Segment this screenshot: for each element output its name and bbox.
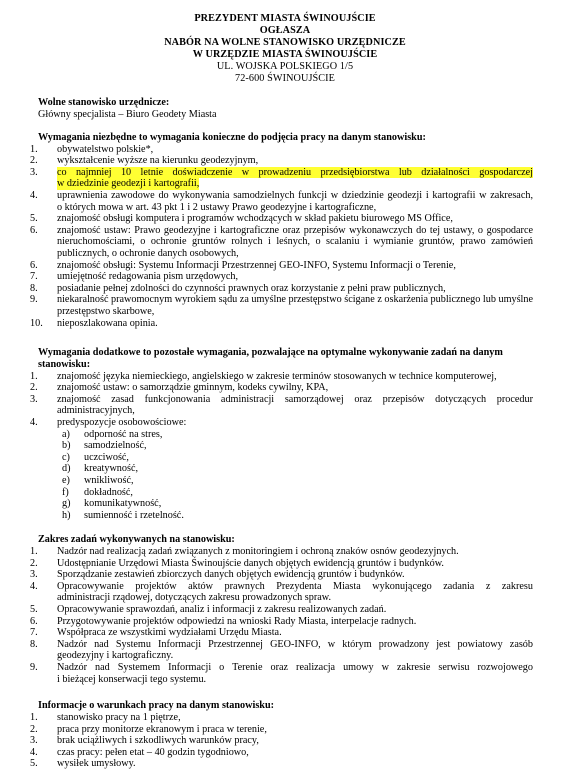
condition-item-text: czas pracy: pełen etat – 40 godzin tygodniowo,: [57, 746, 249, 758]
required-item-text: nieruchomościami, o ochronie gruntów rolnych i leśnych, o scalaniu i wymianie gruntów, prawo zamówień: [57, 236, 533, 248]
tasks-title: Zakres zadań wykonywanych na stanowisku:: [38, 534, 235, 545]
required-item-number: 5.: [30, 213, 38, 225]
required-title: Wymagania niezbędne to wymagania konieczne do podjęcia pracy na danym stanowisku:: [38, 132, 426, 143]
required-item-text: znajomość obsługi komputera i programów wchodzących w skład pakietu biurowego MS Office,: [57, 213, 453, 225]
trait-item-text: wnikliwość,: [84, 474, 134, 486]
additional-item-text: znajomość zasad funkcjonowania administracji samorządowej oraz przepisów dotyczących procedur: [57, 393, 533, 405]
required-item-text: znajomość obsługi: Systemu Informacji Przestrzennej GEO-INFO, Systemu Informacji o Terenie,: [57, 259, 456, 271]
task-item-number: 7.: [30, 627, 38, 639]
condition-item-number: 4.: [30, 746, 38, 758]
required-item-number: 2.: [30, 155, 38, 167]
required-item-text: obywatelstwo polskie*,: [57, 143, 154, 155]
required-item-number: 6.: [30, 259, 38, 271]
condition-item-text: stanowisko pracy na 1 piętrze,: [57, 712, 181, 723]
trait-item-letter: b): [62, 440, 71, 452]
header-line-2: OGŁASZA: [259, 25, 311, 36]
condition-item-number: 3.: [30, 735, 38, 747]
task-item-number: 9.: [30, 662, 38, 673]
additional-item-text: predyspozycje osobowościowe:: [57, 416, 187, 428]
required-item-number: 6.: [30, 224, 38, 236]
task-item-text: geodezyjny i kartograficzny.: [57, 650, 174, 662]
required-item-text: uprawnienia zawodowe do wykonywania samodzielnych funkcji w dziedzinie geodezji i kartografii w zakresach,: [57, 189, 533, 201]
required-item-number: 4.: [30, 189, 38, 201]
vacancy-value: Główny specjalista – Biuro Geodety Miasta: [38, 109, 217, 120]
required-item-number: 7.: [30, 271, 38, 283]
header-line-4: W URZĘDZIE MIASTA ŚWINOUJŚCIE: [192, 49, 378, 60]
required-item-number: 1.: [30, 143, 38, 155]
required-item-text: znajomość ustaw: Prawo geodezyjne i kartograficzne oraz przepisów wykonawczych do tej ustawy, o gospodarce: [57, 224, 533, 236]
conditions-title: Informacje o warunkach pracy na danym stanowisku:: [38, 700, 275, 711]
required-item-text: przestępstwo skarbowe,: [57, 305, 155, 317]
trait-item-letter: g): [62, 498, 71, 510]
condition-item-text: praca przy monitorze ekranowym i praca w terenie,: [57, 723, 267, 735]
header-line-1: PREZYDENT MIASTA ŚWINOUJŚCIE: [194, 13, 376, 24]
required-item-number: 3.: [30, 166, 38, 178]
required-item-text: umiejętność redagowania pism urzędowych,: [57, 271, 239, 283]
task-item-text: Opracowywanie projektów aktów prawnych Prezydenta Miasta wykonującego zadania z zakresu: [57, 580, 533, 592]
trait-item-text: uczciwość,: [84, 451, 129, 463]
additional-item-number: 4.: [30, 416, 38, 428]
header-line-6: 72-600 ŚWINOUJŚCIE: [235, 73, 335, 84]
additional-item-text: znajomość ustaw: o samorządzie gminnym, kodeks cywilny, KPA,: [57, 382, 329, 394]
trait-item-text: odporność na stres,: [84, 428, 163, 440]
header-line-3: NABÓR NA WOLNE STANOWISKO URZĘDNICZE: [164, 37, 406, 48]
task-item-number: 6.: [30, 615, 38, 627]
condition-item-text: brak uciążliwych i szkodliwych warunków pracy,: [57, 735, 259, 747]
additional-title-line-2: stanowisku:: [38, 359, 91, 370]
additional-item-number: 2.: [30, 382, 38, 394]
required-item-text: w dziedzinie geodezji i kartografii,: [57, 178, 200, 190]
additional-item-number: 1.: [30, 370, 38, 382]
task-item-text: Sporządzanie zestawień zbiorczych danych objętych ewidencją gruntów i budynków.: [57, 569, 405, 581]
task-item-text: i bieżącej konserwacji tego systemu.: [57, 673, 207, 685]
additional-item-text: znajomość języka niemieckiego, angielskiego w zakresie terminów stosowanych w technice komputerowej,: [57, 370, 497, 382]
task-item-text: Udostępnianie Urzędowi Miasta Świnoujście danych objętych ewidencją gruntów i budynków.: [57, 557, 444, 569]
required-item-number: 9.: [30, 294, 38, 306]
trait-item-letter: e): [62, 474, 70, 486]
trait-item-letter: f): [62, 486, 69, 498]
additional-item-number: 3.: [30, 393, 38, 405]
task-item-number: 1.: [30, 546, 38, 557]
trait-item-letter: a): [62, 428, 70, 440]
required-item-text: niekaralność prawomocnym wyrokiem sądu za umyślne przestępstwo ścigane z oskarżenia publicznego lub umyślne: [57, 294, 533, 306]
condition-item-text: wysiłek umysłowy.: [57, 758, 136, 770]
trait-item-text: samodzielność,: [84, 440, 147, 452]
additional-title-line-1: Wymagania dodatkowe to pozostałe wymagania, pozwalające na optymalne wykonywanie zadań na danym: [38, 347, 503, 358]
task-item-number: 8.: [30, 638, 38, 650]
task-item-number: 2.: [30, 557, 38, 569]
required-item-text: o których mowa w art. 43 pkt 1 i 2 ustawy Prawo geodezyjne i kartograficzne,: [57, 201, 377, 213]
condition-item-number: 2.: [30, 723, 38, 735]
trait-item-text: kreatywność,: [84, 463, 139, 475]
task-item-text: Opracowywanie sprawozdań, analiz i informacji z zakresu realizowanych zadań.: [57, 604, 387, 615]
required-item-text: co najmniej 10 letnie doświadczenie w prowadzeniu przedsiębiorstwa lub działalności gospodarczej: [57, 166, 533, 178]
vacancy-title: Wolne stanowisko urzędnicze:: [38, 97, 170, 108]
additional-item-text: administracyjnych,: [57, 405, 135, 417]
required-item-number: 10.: [30, 317, 43, 329]
trait-item-text: sumienność i rzetelność.: [84, 509, 184, 521]
task-item-text: Współpraca ze wszystkimi wydziałami Urzędu Miasta.: [57, 627, 282, 639]
required-item-text: posiadanie pełnej zdolności do czynności prawnych oraz korzystanie z pełni praw publicznych,: [57, 282, 446, 294]
task-item-number: 5.: [30, 604, 38, 615]
required-item-text: publicznych, o ochronie danych osobowych,: [57, 247, 239, 259]
task-item-text: Nadzór nad Systemem Informacji o Terenie oraz realizacja umowy w zakresie serwisu rozwojowego: [57, 662, 533, 673]
condition-item-number: 1.: [30, 712, 38, 723]
trait-item-letter: d): [62, 463, 71, 475]
task-item-text: administracji rządowej, dotyczących zakresu prowadzonych spraw.: [57, 592, 332, 604]
header-line-5: UL. WOJSKA POLSKIEGO 1/5: [216, 61, 354, 72]
task-item-text: Przygotowywanie projektów odpowiedzi na wnioski Rady Miasta, interpelacje radnych.: [57, 615, 417, 627]
task-item-number: 3.: [30, 569, 38, 581]
condition-item-number: 5.: [30, 758, 38, 770]
task-item-number: 4.: [30, 580, 38, 592]
trait-item-text: komunikatywność,: [84, 498, 162, 510]
task-item-text: Nadzór nad realizacją zadań związanych z monitoringiem i ochroną znaków osnów geodezyjnych.: [57, 546, 459, 557]
task-item-text: Nadzór nad Systemu Informacji Przestrzennej GEO-INFO, w którym prowadzony jest powiatowy zasób: [57, 638, 533, 650]
required-item-text: nieposzlakowana opinia.: [57, 317, 158, 329]
trait-item-text: dokładność,: [84, 486, 133, 498]
required-item-text: wykształcenie wyższe na kierunku geodezyjnym,: [57, 155, 259, 167]
required-item-number: 8.: [30, 282, 38, 294]
trait-item-letter: c): [62, 451, 70, 463]
trait-item-letter: h): [62, 509, 71, 521]
